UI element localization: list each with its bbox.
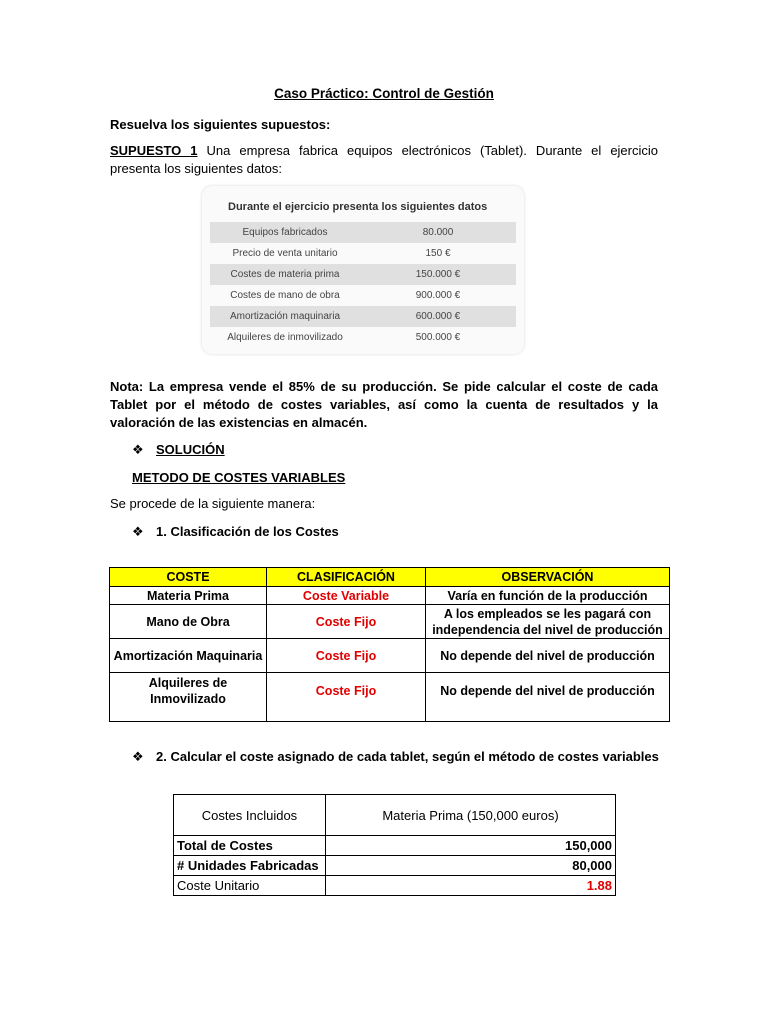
table-cell: Coste Fijo	[267, 605, 426, 639]
classification-table	[109, 567, 670, 722]
step1-bullet	[132, 523, 339, 541]
table-row	[110, 639, 670, 673]
table-cell: Amortización Maquinaria	[110, 639, 267, 673]
table-cell: 80.000	[360, 222, 516, 243]
supuesto-label: SUPUESTO 1	[110, 143, 198, 158]
step2-heading: 2. Calcular el coste asignado de cada tablet, según el método de costes variables	[156, 749, 659, 764]
table-cell: Coste Fijo	[267, 639, 426, 673]
table-cell: 1.88	[326, 876, 616, 896]
supuesto-paragraph	[110, 142, 658, 178]
table-cell: Costes de mano de obra	[230, 290, 340, 301]
table-row	[174, 856, 616, 876]
table-cell: 150 €	[425, 248, 451, 259]
table-cell: 500.000 €	[415, 332, 461, 343]
table-cell: Coste Unitario	[174, 876, 326, 896]
table-header-row	[110, 568, 670, 587]
table-cell: 900.000 €	[415, 290, 461, 301]
metodo-heading: METODO DE COSTES VARIABLES	[132, 470, 346, 485]
supuesto-text: Una empresa fabrica equipos electrónicos (Tablet). Durante el ejercicio presenta los siguientes datos:	[110, 143, 658, 176]
table-cell: Coste Variable	[267, 587, 426, 605]
table-row	[110, 587, 670, 605]
solucion-bullet	[132, 441, 225, 459]
table-cell: 150,000	[326, 836, 616, 856]
table-cell: Mano de Obra	[110, 605, 267, 639]
table-cell: 150.000 €	[360, 264, 516, 285]
header-cell: COSTE	[110, 568, 267, 587]
table-cell: Costes de materia prima	[210, 264, 360, 285]
header-cell: Costes Incluidos	[174, 795, 326, 836]
table-cell: # Unidades Fabricadas	[174, 856, 326, 876]
intro-text: Resuelva los siguientes supuestos:	[110, 117, 331, 132]
header-cell: CLASIFICACIÓN	[267, 568, 426, 587]
table-cell: 600.000 €	[360, 306, 516, 327]
table-header-row	[174, 795, 616, 836]
table-cell: Varía en función de la producción	[426, 587, 670, 605]
table-cell: No depende del nivel de producción	[426, 673, 670, 722]
step2-bullet	[132, 748, 659, 766]
table-cell: Equipos fabricados	[210, 222, 360, 243]
table-row	[174, 876, 616, 896]
table-row	[174, 836, 616, 856]
step1-heading: 1. Clasificación de los Costes	[156, 524, 339, 539]
table-cell: Coste Fijo	[267, 673, 426, 722]
table-row	[210, 327, 516, 348]
table-cell: Alquileres de inmovilizado	[227, 332, 343, 343]
page-title: Caso Práctico: Control de Gestión	[274, 86, 494, 101]
table-cell: No depende del nivel de producción	[426, 639, 670, 673]
header-cell: OBSERVACIÓN	[426, 568, 670, 587]
cost-table	[173, 794, 616, 896]
table-row	[110, 605, 670, 639]
table-row	[210, 285, 516, 306]
diamond-bullet-icon: ❖	[132, 524, 144, 539]
solucion-heading: SOLUCIÓN	[156, 442, 225, 457]
diamond-bullet-icon: ❖	[132, 442, 144, 457]
table-cell: Alquileres de Inmovilizado	[110, 673, 267, 722]
table-row	[210, 222, 516, 243]
nota-paragraph: Nota: La empresa vende el 85% de su producción. Se pide calcular el coste de cada Tablet por el método de costes variables, así como la cuenta de resultados y la valoración de las existencias en almacén.	[110, 379, 658, 430]
table-row	[210, 243, 516, 264]
data-table-image	[202, 186, 524, 354]
data-table-header: Durante el ejercicio presenta los siguientes datos	[228, 201, 488, 213]
table-cell: Amortización maquinaria	[210, 306, 360, 327]
table-cell: A los empleados se les pagará con independencia del nivel de producción	[426, 605, 670, 639]
table-row	[110, 673, 670, 722]
diamond-bullet-icon: ❖	[132, 749, 144, 764]
procede-text: Se procede de la siguiente manera:	[110, 496, 316, 511]
table-row	[210, 264, 516, 285]
table-cell: 80,000	[326, 856, 616, 876]
table-row	[210, 306, 516, 327]
data-table	[210, 222, 516, 348]
table-cell: Materia Prima	[110, 587, 267, 605]
header-cell: Materia Prima (150,000 euros)	[326, 795, 616, 836]
table-cell: Total de Costes	[174, 836, 326, 856]
table-cell: Precio de venta unitario	[232, 248, 338, 259]
